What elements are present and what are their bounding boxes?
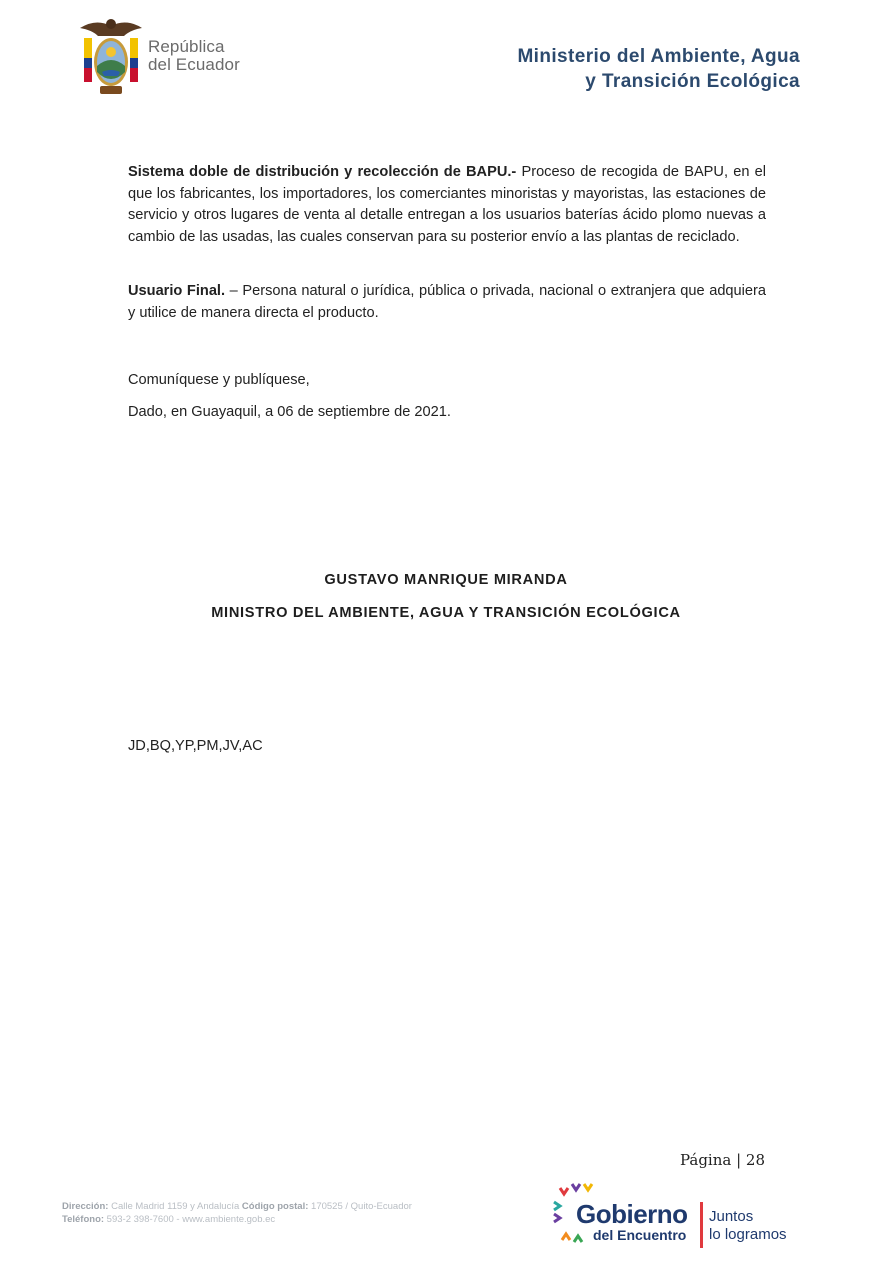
address-label: Dirección: (62, 1201, 109, 1212)
postal-label: Código postal: (241, 1201, 309, 1212)
closing-line: Comuníquese y publíquese, (128, 372, 310, 388)
footer-address (62, 1200, 412, 1226)
logo-divider (700, 1202, 703, 1248)
signatory-title: MINISTRO DEL AMBIENTE, AGUA Y TRANSICIÓN ECOLÓGICA (211, 605, 681, 621)
ministry-name (517, 44, 800, 94)
del-encuentro-word: del Encuentro (593, 1227, 687, 1243)
page-number: Página | 28 (679, 1151, 765, 1169)
republica-ecuador-logo (78, 14, 240, 98)
phone-label: Teléfono: (62, 1214, 105, 1225)
gobierno-word: Gobierno (576, 1199, 688, 1229)
signatory-name: GUSTAVO MANRIQUE MIRANDA (324, 572, 568, 588)
address-value: Calle Madrid 1159 y Andalucía (108, 1201, 242, 1212)
gobierno-encuentro-logo (550, 1180, 810, 1250)
definition-paragraph-usuario (128, 281, 766, 324)
republic-line-2: del Ecuador (148, 55, 240, 74)
phone-value: 593-2 398-7600 - www.ambiente.gob.ec (104, 1214, 276, 1225)
slogan-line-2: lo logramos (709, 1226, 787, 1243)
definition-text-usuario: – Persona natural o jurídica, pública o privada, nacional o extranjera que adquiera y utilice de manera directa el producto. (128, 283, 766, 321)
postal-value: 170525 / Quito-Ecuador (308, 1201, 412, 1212)
coat-of-arms-icon (78, 14, 144, 98)
definition-term-bapu: Sistema doble de distribución y recolección de BAPU.- (128, 164, 517, 180)
definition-term-usuario: Usuario Final. (128, 283, 226, 299)
ministry-line-2: y Transición Ecológica (585, 71, 800, 92)
definition-text-bapu: Proceso de recogida de BAPU, en el que los fabricantes, los importadores, los comerciantes minoristas y mayoristas, las estaciones de servicio y otros lugares de venta al detalle entregan a los usuarios baterías ácido plomo nuevas a cambio de las usadas, las cuales conservan para su posterior envío a las plantas de reciclado. (128, 164, 766, 245)
ministry-line-1: Ministerio del Ambiente, Agua (517, 46, 800, 67)
reviewer-initials: JD,BQ,YP,PM,JV,AC (128, 738, 263, 754)
republic-line-1: República (148, 37, 225, 56)
slogan (709, 1208, 787, 1244)
definition-paragraph-bapu (128, 162, 766, 248)
republica-ecuador-text (148, 38, 240, 74)
dated-line: Dado, en Guayaquil, a 06 de septiembre de 2021. (128, 404, 451, 420)
slogan-line-1: Juntos (709, 1208, 754, 1225)
